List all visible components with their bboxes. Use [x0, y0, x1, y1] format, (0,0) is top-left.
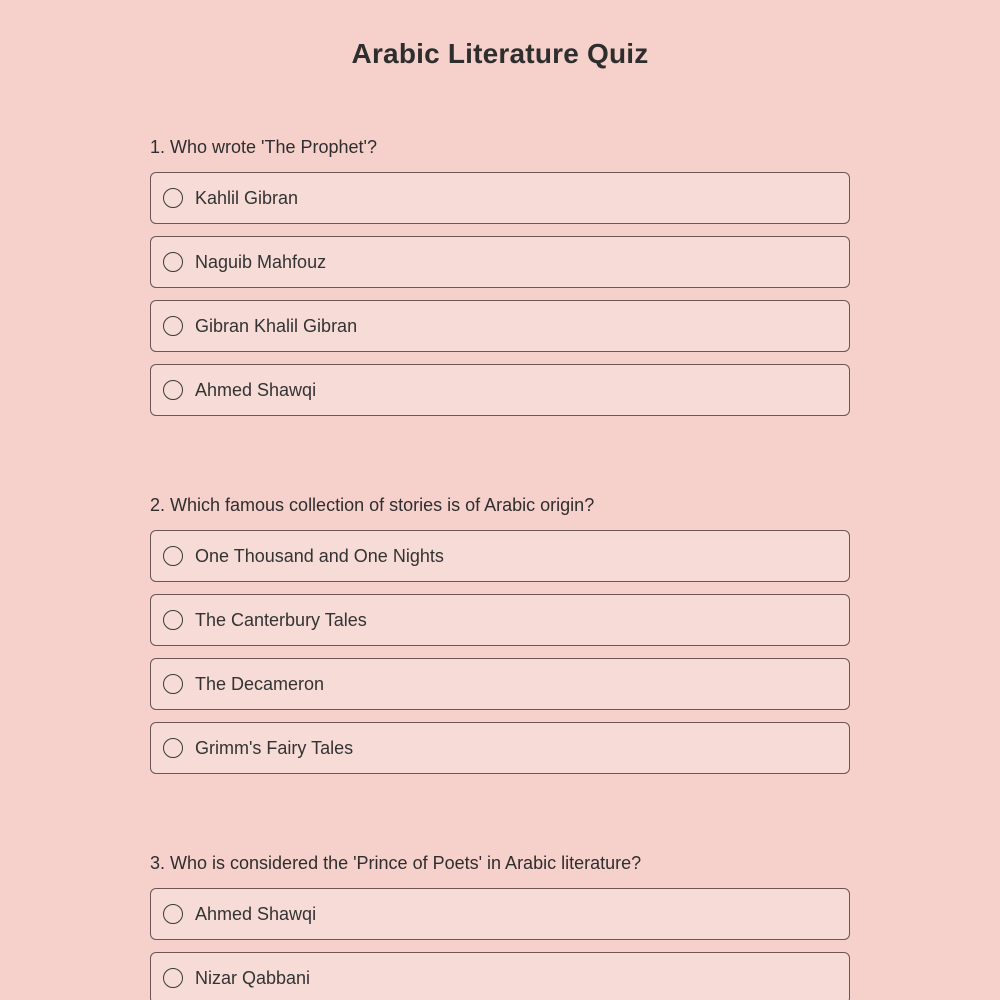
option-ahmed-shawqi[interactable] — [150, 888, 850, 940]
radio-button[interactable] — [163, 546, 183, 566]
options-group — [150, 888, 850, 1000]
option-label: Ahmed Shawqi — [195, 379, 317, 400]
radio-button[interactable] — [163, 738, 183, 758]
option-label: Gibran Khalil Gibran — [195, 315, 358, 336]
radio-button[interactable] — [163, 188, 183, 208]
question-text: 3. Who is considered the 'Prince of Poets' in Arabic literature? — [150, 853, 642, 873]
option-label: Ahmed Shawqi — [195, 903, 317, 924]
radio-button[interactable] — [163, 380, 183, 400]
question-1 — [150, 136, 850, 416]
question-3 — [150, 852, 850, 1000]
option-naguib-mahfouz[interactable] — [150, 236, 850, 288]
radio-button[interactable] — [163, 968, 183, 988]
option-nizar-qabbani[interactable] — [150, 952, 850, 1000]
option-one-thousand-and-one-nights[interactable] — [150, 530, 850, 582]
radio-button[interactable] — [163, 316, 183, 336]
option-label: Naguib Mahfouz — [195, 251, 327, 272]
option-label: The Canterbury Tales — [195, 609, 367, 630]
option-kahlil-gibran[interactable] — [150, 172, 850, 224]
radio-button[interactable] — [163, 904, 183, 924]
option-label: One Thousand and One Nights — [195, 545, 444, 566]
option-canterbury-tales[interactable] — [150, 594, 850, 646]
options-group — [150, 530, 850, 774]
option-label: The Decameron — [195, 673, 325, 694]
radio-button[interactable] — [163, 610, 183, 630]
option-grimms-fairy-tales[interactable] — [150, 722, 850, 774]
question-text: 2. Which famous collection of stories is of Arabic origin? — [150, 495, 595, 515]
option-label: Kahlil Gibran — [195, 187, 299, 208]
page-title: Arabic Literature Quiz — [351, 38, 649, 69]
option-decameron[interactable] — [150, 658, 850, 710]
question-text: 1. Who wrote 'The Prophet'? — [150, 137, 377, 157]
option-gibran-khalil-gibran[interactable] — [150, 300, 850, 352]
question-2 — [150, 494, 850, 774]
option-label: Nizar Qabbani — [195, 967, 311, 988]
radio-button[interactable] — [163, 252, 183, 272]
options-group — [150, 172, 850, 416]
radio-button[interactable] — [163, 674, 183, 694]
option-label: Grimm's Fairy Tales — [195, 737, 354, 758]
option-ahmed-shawqi[interactable] — [150, 364, 850, 416]
